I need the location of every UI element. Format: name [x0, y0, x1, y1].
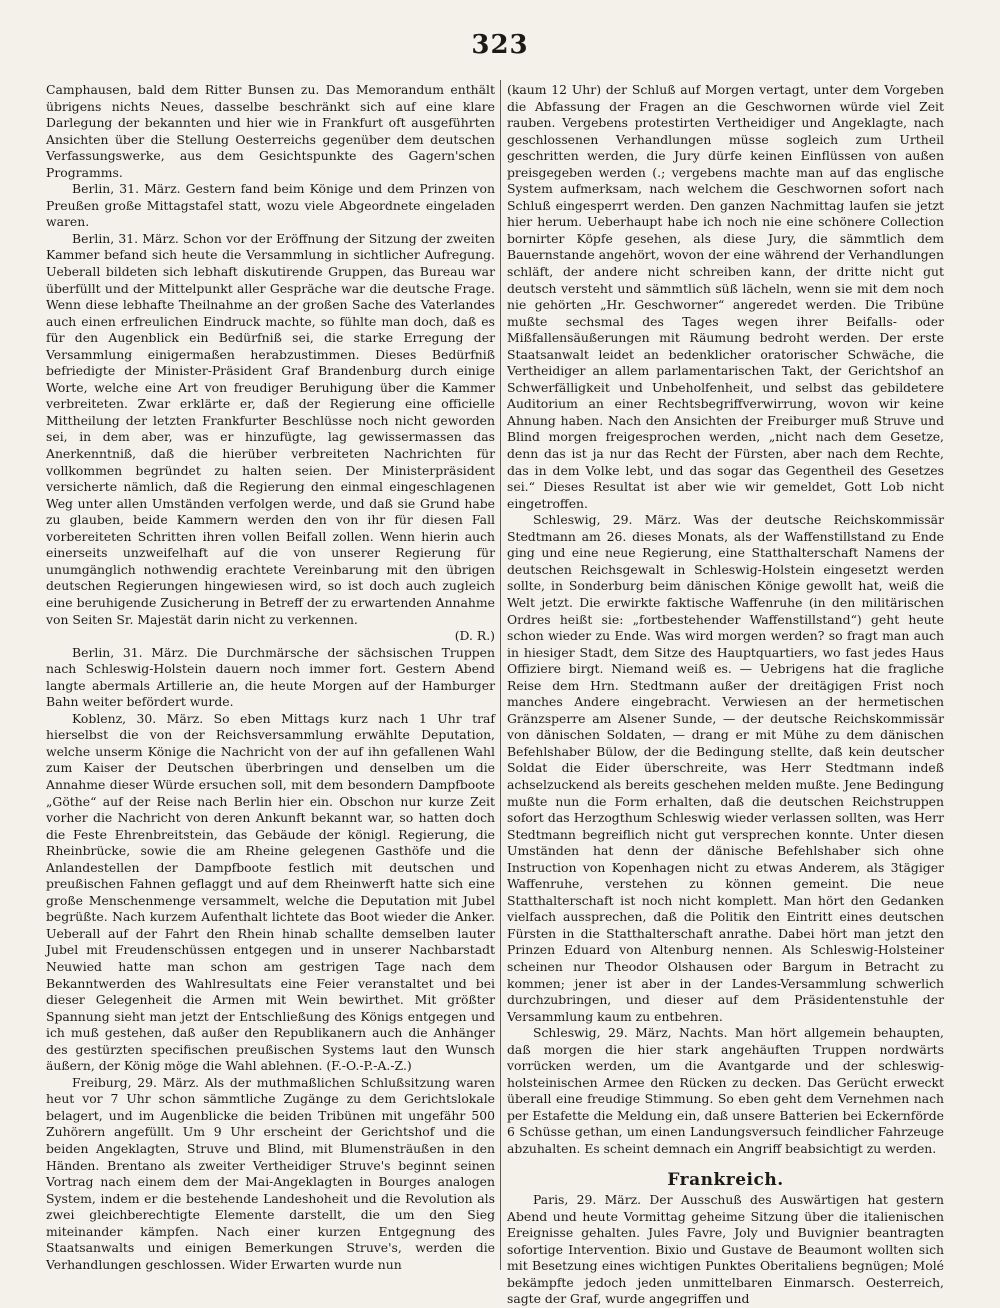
right-column — [507, 82, 944, 1308]
article-paragraph: Freiburg, 29. März. Als der muthmaßlichen Schlußsitzung waren heut vor 7 Uhr schon sämmtliche Zugänge zu dem Gerichtslokale belagert, und im Augenblicke die beiden Tribünen mit ungefähr 500 Zuhörern angefüllt. Um 9 Uhr erscheint der Gerichtshof und die beiden Angeklagten, Struve und Blind, mit Blumensträußen in den Händen. Brentano als zweiter Vertheidiger Struve's beginnt seinen Vortrag nach einem dem der Mai-Angeklagten in Bourges analogen System, indem er die bestehende Landeshoheit und die Revolution als zwei gleichberechtigte Elemente darstellt, die um den Sieg miteinander kämpfen. Nach einer kurzen Entgegnung des Staatsanwalts und einigen Bemerkungen Struve's, werden die Verhandlungen geschlossen. Wider Erwarten wurde nun — [46, 1074, 495, 1272]
article-paragraph: Koblenz, 30. März. So eben Mittags kurz nach 1 Uhr traf hierselbst die von der Reichsversammlung erwählte Deputation, welche unserm Könige die Nachricht von der auf ihn gefallenen Wahl zum Kaiser der Deutschen überbringen und denselben um die Annahme dieser Würde ersuchen soll, mit dem besondern Dampfboote „Göthe“ auf der Reise nach Berlin hier ein. Obschon nur kurze Zeit vorher die Nachricht von deren Ankunft bekannt war, so hatten doch die Feste Ehrenbreitstein, das Gebäude der königl. Regierung, die Rheinbrücke, sowie die am Rheine gelegenen Gasthöfe und die Anlandestellen der Dampfboote festlich mit deutschen und preußischen Fahnen geflaggt und auf dem Rheinwerft hatte sich eine große Menschenmenge versammelt, welche die Deputation mit Jubel begrüßte. Nach kurzem Aufenthalt lichtete das Boot wieder die Anker. Ueberall auf der Fahrt den Rhein hinab schallte demselben lauter Jubel mit Freudenschüssen entgegen und in unserer Nachbarstadt Neuwied hatte man schon am gestrigen Tage nach dem Bekanntwerden des Wahlresultats eine Feier veranstaltet und bei dieser Gelegenheit die Armen mit Wein bewirthet. Mit größter Spannung sieht man jetzt der Entschließung des Königs entgegen und ich muß gestehen, daß außer den Republikanern auch die Anhänger des gestürzten specifischen preußischen Systems laut den Wunsch äußern, der König möge die Wahl ablehnen. (F.-O.-P.-A.-Z.) — [46, 710, 495, 1074]
column-divider — [500, 80, 501, 1270]
article-paragraph: Schleswig, 29. März. Was der deutsche Reichskommissär Stedtmann am 26. dieses Monats, als der Waffenstillstand zu Ende ging und eine neue Regierung, eine Statthalterschaft Namens der deutschen Reichsgewalt in Schleswig-Holstein eingesetzt werden sollte, in Sonderburg beim dänischen Könige gewollt hat, weiß die Welt jetzt. Die erwirkte faktische Waffenruhe (in den militärischen Ordres heißt sie: „fortbestehender Waffenstillstand“) geht heute schon wieder zu Ende. Was wird morgen werden? so fragt man auch in hiesiger Stadt, dem Sitze des Hauptquartiers, wo fast jedes Haus Offiziere birgt. Niemand weiß es. — Uebrigens hat die fragliche Reise dem Hrn. Stedtmann außer der dreitägigen Frist noch manches Andere eingebracht. Verwiesen an der hermetischen Gränzsperre am Alsener Sunde, — der deutsche Reichskommissär von dänischen Soldaten, — drang er mit Mühe zu dem dänischen Befehlshaber Bülow, der die Bedingung stellte, daß kein deutscher Soldat die Eider überschreite, was Herr Stedtmann indeß achselzuckend als bereits geschehen melden mußte. Jene Bedingung mußte nun die Form erhalten, daß die deutschen Reichstruppen sofort das Herzogthum Schleswig wieder verlassen sollten, was Herr Stedtmann begreiflich nicht gut versprechen konnte. Unter diesen Umständen hat denn der dänische Befehlshaber sich ohne Instruction von Kopenhagen nicht zu etwas Anderem, als 3tägiger Waffenruhe, verstehen zu können gemeint. Die neue Statthalterschaft ist noch nicht komplett. Man hört den Gedanken vielfach aussprechen, daß die Politik den Eintritt eines deutschen Fürsten in die Statthalterschaft anrathe. Dabei hört man jetzt den Prinzen Eduard von Altenburg nennen. Als Schleswig-Holsteiner scheinen nur Theodor Olshausen oder Bargum in Betracht zu kommen; jener ist aber in der Landes-Versammlung schwerlich durchzubringen, und dieser auf dem Präsidentenstuhle der Versammlung kaum zu entbehren. — [507, 512, 944, 1024]
article-paragraph: (kaum 12 Uhr) der Schluß auf Morgen vertagt, unter dem Vorgeben die Abfassung der Fragen an die Geschwornen würde viel Zeit rauben. Vergebens protestirten Vertheidiger und Angeklagte, nach geschlossenen Verhandlungen müsse sogleich zum Urtheil geschritten werden, die Jury dürfe keinen Einflüssen von außen preisgegeben werden (.; vergebens machte man auf das englische System aufmerksam, nach welchem die Geschwornen sofort nach Schluß eingesperrt werden. Den ganzen Nachmittag laufen sie jetzt hier herum. Ueberhaupt habe ich noch nie eine schönere Collection bornirter Köpfe gesehen, als diese Jury, die sämmtlich dem Bauernstande angehört, wovon der eine während der Verhandlungen schläft, der andere nicht schreiben kann, der dritte nicht gut deutsch versteht und sämmtlich süß lächeln, wenn sie mit dem noch nie gehörten „Hr. Geschworner“ angeredet werden. Die Tribüne mußte sechsmal des Tages wegen ihrer Beifalls- oder Mißfallensäußerungen mit Räumung bedroht werden. Der erste Staatsanwalt leidet an bedenklicher oratorischer Schwäche, die Vertheidiger an allem parlamentarischen Takt, der Gerichtshof an Schwerfälligkeit und Unbeholfenheit, und selbst das gebildetere Auditorium an einer Rechtsbegriffverwirrung, wovon wir keine Ahnung haben. Nach den Ansichten der Freiburger muß Struve und Blind morgen freigesprochen werden, „nicht nach dem Gesetze, denn das ist ja nur das Recht der Fürsten, aber nach dem Rechte, das in dem Volke lebt, und das sogar das Gegentheil des Gesetzes sei.“ Dieses Resultat ist aber wie wir gemeldet, Gott Lob nicht eingetroffen. — [507, 82, 944, 511]
article-paragraph: Berlin, 31. März. Die Durchmärsche der sächsischen Truppen nach Schleswig-Holstein dauern noch immer fort. Gestern Abend langte abermals Artillerie an, die heute Morgen auf der Hamburger Bahn weiter befördert wurde. — [46, 644, 495, 710]
article-paragraph: Berlin, 31. März. Gestern fand beim Könige und dem Prinzen von Preußen große Mittagstafel statt, wozu viele Abgeordnete eingeladen waren. — [46, 181, 495, 230]
source-signature: (D. R.) — [454, 628, 495, 644]
article-paragraph: Paris, 29. März. Der Ausschuß des Auswärtigen hat gestern Abend und heute Vormittag geheime Sitzung über die italienischen Ereignisse gehalten. Jules Favre, Joly und Buvignier beantragten sofortige Intervention. Bixio und Gustave de Beaumont wollten sich mit Besetzung eines wichtigen Punktes Oberitaliens begnügen; Molé bekämpfte jedoch jeden unmittelbaren Einmarsch. Oesterreich, sagte der Graf, wurde angegriffen und — [507, 1192, 944, 1307]
article-paragraph: Camphausen, bald dem Ritter Bunsen zu. Das Memorandum enthält übrigens nichts Neues, dasselbe beschränkt sich auf eine klare Darlegung der bekannten und hier wie in Frankfurt oft ausgeführten Ansichten über die Stellung Oesterreichs gegenüber dem deutschen Verfassungswerke, aus dem Gesichtspunkte des Gagern'schen Programms. — [46, 82, 495, 180]
article-paragraph: Berlin, 31. März. Schon vor der Eröffnung der Sitzung der zweiten Kammer befand sich heute die Versammlung in sichtlicher Aufregung. Ueberall bildeten sich lebhaft diskutirende Gruppen, das Bureau war überfüllt und der Mittelpunkt aller Gespräche war die deutsche Frage. Wenn diese lebhafte Theilnahme an der großen Sache des Vaterlandes auch einen erfreulichen Eindruck machte, so fühlte man doch, daß es für den Augenblick ein Bedürfniß sei, die starke Erregung der Versammlung einigermaßen herabzustimmen. Dieses Bedürfniß befriedigte der Minister-Präsident Graf Brandenburg durch einige Worte, welche eine Art von freudiger Beruhigung über die Kammer verbreiteten. Zwar erklärte er, daß der Regierung eine officielle Mittheilung der letzten Frankfurter Beschlüsse noch nicht geworden sei, in dem aber, was er hinzufügte, lag gewissermassen das Anerkenntniß, daß die hierüber verbreiteten Nachrichten für vollkommen begründet zu halten seien. Der Ministerpräsident versicherte nämlich, daß die Regierung den einmal eingeschlagenen Weg unter allen Umständen verfolgen werde, und daß sie Grund habe zu glauben, beide Kammern werden den von ihr für diesen Fall vorbereiteten Schritten ihren vollen Beifall zollen. Wenn hierin auch einerseits unzweifelhaft auf die von unserer Regierung für unumgänglich nothwendig erachtete Vereinbarung mit den übrigen deutschen Regierungen hingewiesen wird, so ist doch auch zugleich eine beruhigende Zusicherung in Betreff der zu erwartenden Annahme von Seiten Sr. Majestät darin nicht zu verkennen. — [46, 230, 495, 627]
page-number: 323 — [471, 30, 529, 60]
section-heading: Frankreich. — [667, 1169, 784, 1190]
article-paragraph: Schleswig, 29. März, Nachts. Man hört allgemein behaupten, daß morgen die hier stark angehäuften Truppen nordwärts vorrücken werden, um die Avantgarde und der schleswig-holsteinischen Armee den Rücken zu decken. Das Gerücht erweckt überall eine freudige Stimmung. So eben geht dem Vernehmen nach per Estafette die Meldung ein, daß unsere Batterien bei Eckernförde 6 Schüsse gethan, um einen Landungsversuch feindlicher Fahrzeuge abzuhalten. Es scheint demnach ein Angriff beabsichtigt zu werden. — [507, 1025, 944, 1156]
left-column — [46, 82, 495, 1273]
